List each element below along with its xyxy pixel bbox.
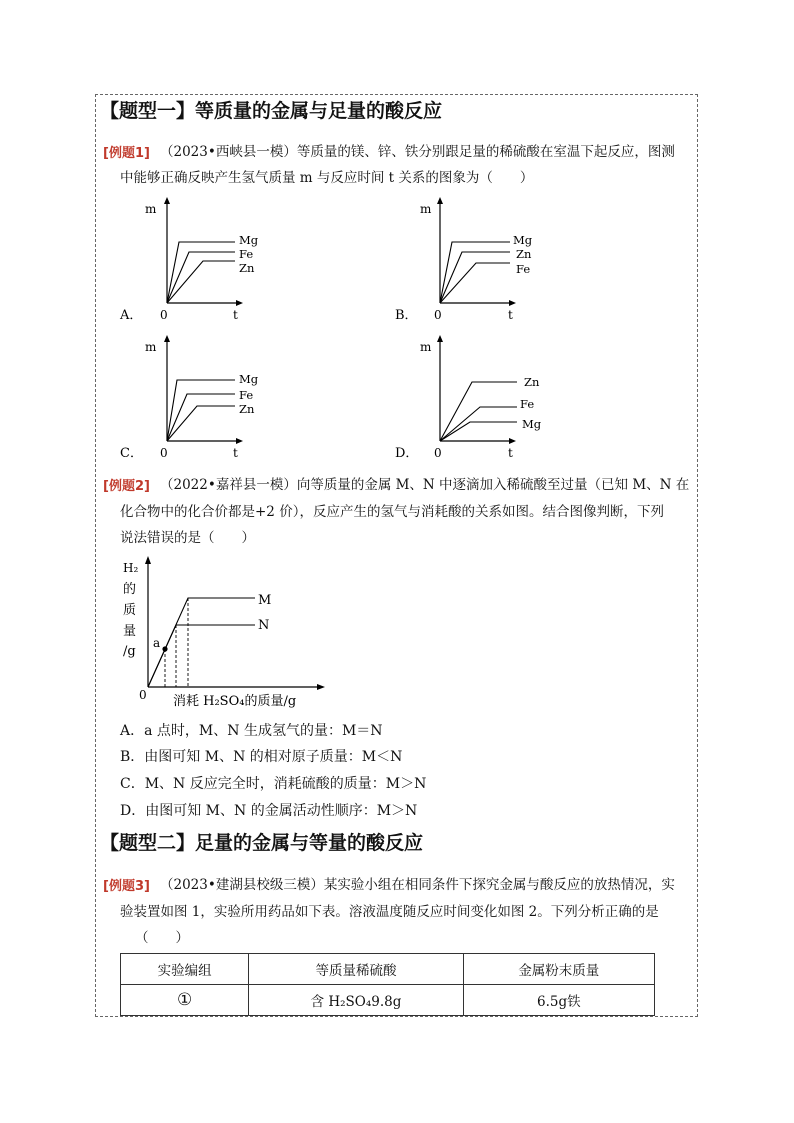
- series-n-line: [148, 625, 255, 687]
- section-title-2: 【题型二】足量的金属与等量的酸反应: [100, 832, 424, 854]
- graph-a-xlabel: t: [233, 308, 238, 322]
- graph-a-ylabel: m: [145, 202, 157, 216]
- graph-b-ylabel: m: [420, 202, 432, 216]
- graph-a-label-1: Mg: [239, 233, 259, 247]
- ex2-line3: 说法错误的是（ ）: [120, 530, 255, 546]
- graph-d-origin: 0: [434, 446, 442, 460]
- ylabel-char-5: /g: [123, 644, 136, 659]
- graph-b-curve-3: [440, 263, 510, 303]
- series-m-label: M: [258, 593, 272, 608]
- graph-b-label-2: Zn: [516, 247, 532, 261]
- example-tag-3: [例题3]: [103, 879, 150, 894]
- graph-a-option: A．: [120, 308, 143, 323]
- graph-c-curve-3: [167, 406, 235, 441]
- ex3-line2: 验装置如图 1，实验所用药品如下表。溶液温度随反应时间变化如图 2。下列分析正确的是: [120, 904, 659, 920]
- example-tag-1: [例题1]: [103, 146, 150, 161]
- graph-d-curve-1: [440, 382, 517, 441]
- graph-b-curve-1: [440, 242, 510, 303]
- graph-c-option: C．: [120, 446, 143, 461]
- reagent-table: [120, 953, 655, 1016]
- graph-d-option: D．: [395, 446, 419, 461]
- ylabel-char-3: 质: [123, 603, 137, 618]
- graph-b-xlabel: t: [508, 308, 513, 322]
- graph-a: [115, 195, 275, 325]
- series-n-label: N: [258, 618, 270, 633]
- table-cell: ①: [121, 985, 249, 1016]
- graph-b-label-3: Fe: [516, 262, 531, 276]
- graph-c-origin: 0: [160, 446, 168, 460]
- ylabel-char-1: H₂: [123, 561, 139, 575]
- table-row: [121, 985, 655, 1016]
- point-a: [162, 646, 167, 651]
- ylabel-char-4: 量: [123, 624, 137, 639]
- graph-d-label-1: Zn: [524, 375, 540, 389]
- table-header: 等质量稀硫酸: [249, 954, 463, 985]
- graph-c-curve-1: [167, 380, 235, 441]
- h2-acid-graph: [115, 552, 365, 712]
- section-title-1: 【题型一】等质量的金属与足量的酸反应: [100, 100, 443, 122]
- ex1-line1: （2023•西峡县一模）等质量的镁、锌、铁分别跟足量的稀硫酸在室温下起反应，图测: [160, 144, 675, 160]
- graph-d: [392, 333, 552, 463]
- graph-a-label-2: Fe: [239, 247, 254, 261]
- graph-b-curve-2: [440, 252, 510, 303]
- graph-a-curve-2: [167, 252, 235, 303]
- graph-origin: 0: [139, 688, 147, 702]
- ex2-option-d: D．由图可知 M、N 的金属活动性顺序：M＞N: [120, 803, 418, 819]
- ex1-line2: 中能够正确反映产生氢气质量 m 与反应时间 t 关系的图象为（ ）: [120, 170, 534, 186]
- ylabel-char-2: 的: [123, 582, 137, 597]
- table-cell: 含 H₂SO₄9.8g: [249, 985, 463, 1016]
- graph-c-label-2: Fe: [239, 388, 254, 402]
- graph-d-xlabel: t: [508, 446, 513, 460]
- example-tag-2: [例题2]: [103, 479, 150, 494]
- graph-b-option: B．: [395, 308, 418, 323]
- graph-c-ylabel: m: [145, 340, 157, 354]
- series-m-line: [148, 598, 255, 687]
- graph-b: [392, 195, 552, 325]
- graph-xlabel: 消耗 H₂SO₄的质量/g: [173, 694, 297, 709]
- ex3-line3: （ ）: [135, 930, 189, 946]
- graph-a-curve-1: [167, 242, 235, 303]
- graph-a-curve-3: [167, 261, 235, 303]
- ex2-option-a: A．a 点时，M、N 生成氢气的量：M＝N: [120, 723, 383, 739]
- graph-d-label-2: Fe: [520, 397, 535, 411]
- graph-c-xlabel: t: [233, 446, 238, 460]
- graph-b-origin: 0: [434, 308, 442, 322]
- graph-d-ylabel: m: [420, 340, 432, 354]
- graph-d-curve-2: [440, 407, 517, 441]
- graph-c-label-3: Zn: [239, 402, 255, 416]
- ex3-line1: （2023•建湖县校级三模）某实验小组在相同条件下探究金属与酸反应的放热情况，实: [160, 877, 675, 893]
- graph-d-label-3: Mg: [522, 417, 542, 431]
- table-header: 金属粉末质量: [463, 954, 654, 985]
- graph-b-label-1: Mg: [513, 233, 533, 247]
- graph-c-curve-2: [167, 394, 235, 441]
- table-header-row: [121, 954, 655, 985]
- graph-a-label-3: Zn: [239, 261, 255, 275]
- graph-a-origin: 0: [160, 308, 168, 322]
- graph-c-label-1: Mg: [239, 372, 259, 386]
- table-header: 实验编组: [121, 954, 249, 985]
- ex2-option-c: C．M、N 反应完全时，消耗硫酸的质量：M＞N: [120, 776, 427, 792]
- graph-c: [115, 333, 275, 463]
- ex2-option-b: B．由图可知 M、N 的相对原子质量：M＜N: [120, 749, 403, 765]
- ex2-line2: 化合物中的化合价都是+2 价），反应产生的氢气与消耗酸的关系如图。结合图像判断，下列: [120, 504, 664, 520]
- table-cell: 6.5g铁: [463, 985, 654, 1016]
- point-a-label: a: [153, 636, 161, 650]
- ex2-line1: （2022•嘉祥县一模）向等质量的金属 M、N 中逐滴加入稀硫酸至过量（已知 M、N 在: [160, 477, 690, 493]
